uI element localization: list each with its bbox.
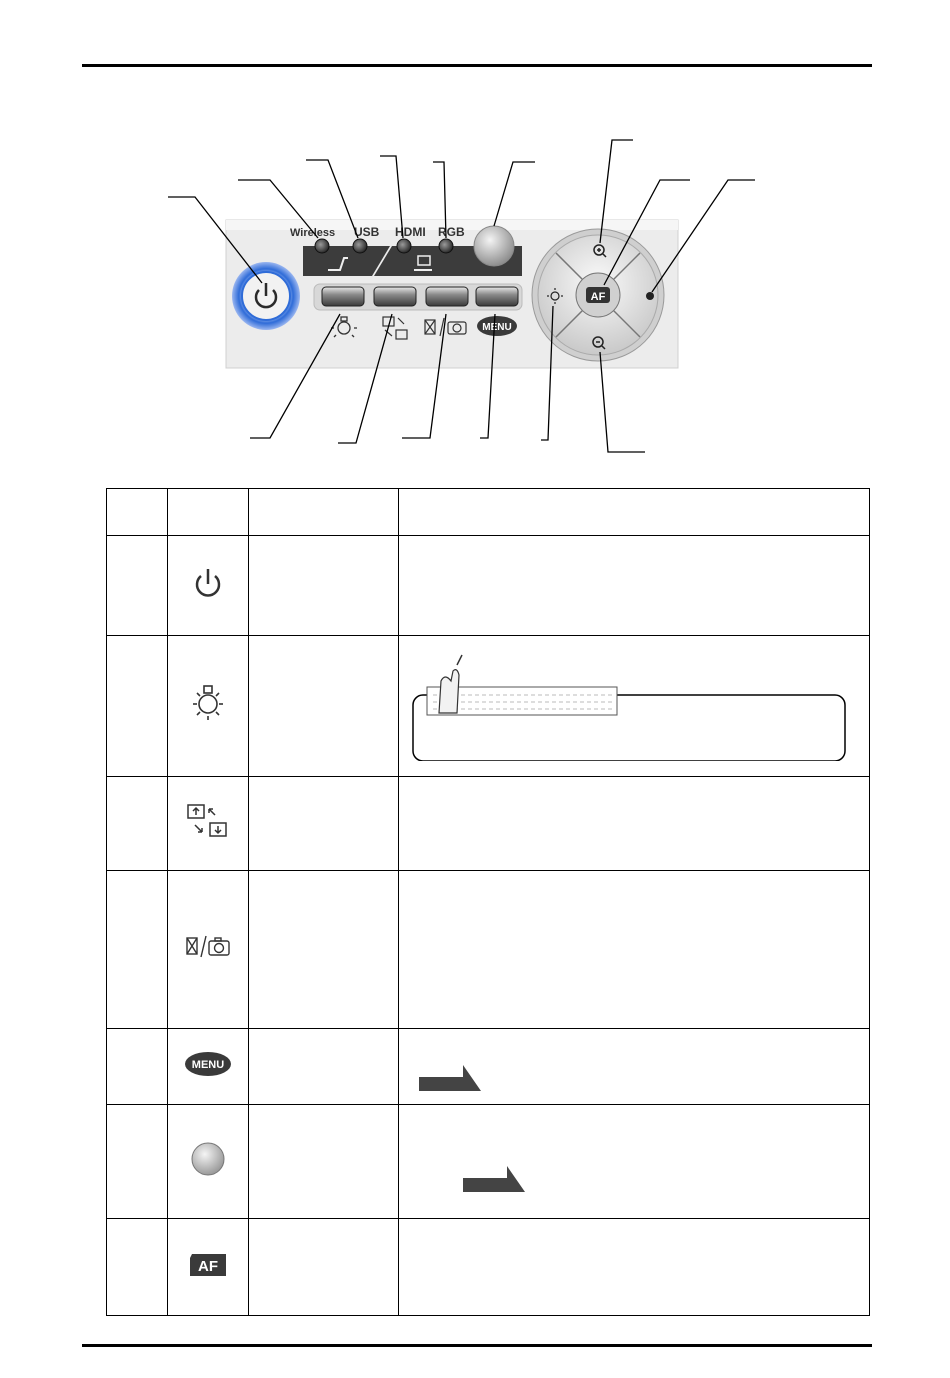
table-row [107, 1105, 870, 1219]
table-row [107, 777, 870, 871]
wireless-label: Wireless [290, 227, 336, 239]
hdmi-label: HDMI [395, 225, 426, 239]
menu-badge-icon [477, 316, 517, 336]
focus-icon[interactable] [646, 292, 654, 300]
reference-arrow-icon [461, 1162, 531, 1196]
header-cell [399, 489, 870, 536]
note-box [409, 651, 869, 761]
rotate-button[interactable] [374, 287, 416, 306]
rgb-label: RGB [438, 225, 465, 239]
table-row [107, 636, 870, 777]
rgb-indicator [439, 239, 453, 253]
table-row [107, 1219, 870, 1316]
svg-text:MENU: MENU [191, 1059, 225, 1071]
svg-text:MENU: MENU [482, 322, 512, 333]
table-row [107, 871, 870, 1029]
usb-label: USB [354, 225, 380, 239]
usb-indicator [353, 239, 367, 253]
freeze-capture-icon [183, 932, 233, 962]
power-icon [188, 563, 228, 603]
round-button-icon [188, 1139, 228, 1179]
svg-text:AF: AF [198, 1257, 218, 1275]
specification-table [106, 488, 870, 1316]
source-round-button[interactable] [474, 226, 514, 266]
table-row [107, 536, 870, 636]
header-cell [249, 489, 399, 536]
hdmi-indicator [397, 239, 411, 253]
header-cell [107, 489, 168, 536]
table-row [107, 1029, 870, 1105]
table-header-row [107, 489, 870, 536]
svg-text:AF: AF [590, 291, 606, 303]
menu-icon [183, 1049, 233, 1079]
bottom-rule [82, 1344, 872, 1347]
control-panel-diagram [0, 0, 950, 470]
lamp-icon [188, 682, 228, 726]
header-cell [168, 489, 249, 536]
af-icon [188, 1252, 228, 1278]
freeze-capture-button[interactable] [426, 287, 468, 306]
rotate-swap-icon [185, 801, 231, 841]
lamp-button[interactable] [322, 287, 364, 306]
reference-arrow-icon [417, 1061, 487, 1095]
wireless-indicator [315, 239, 329, 253]
menu-button[interactable] [476, 287, 518, 306]
